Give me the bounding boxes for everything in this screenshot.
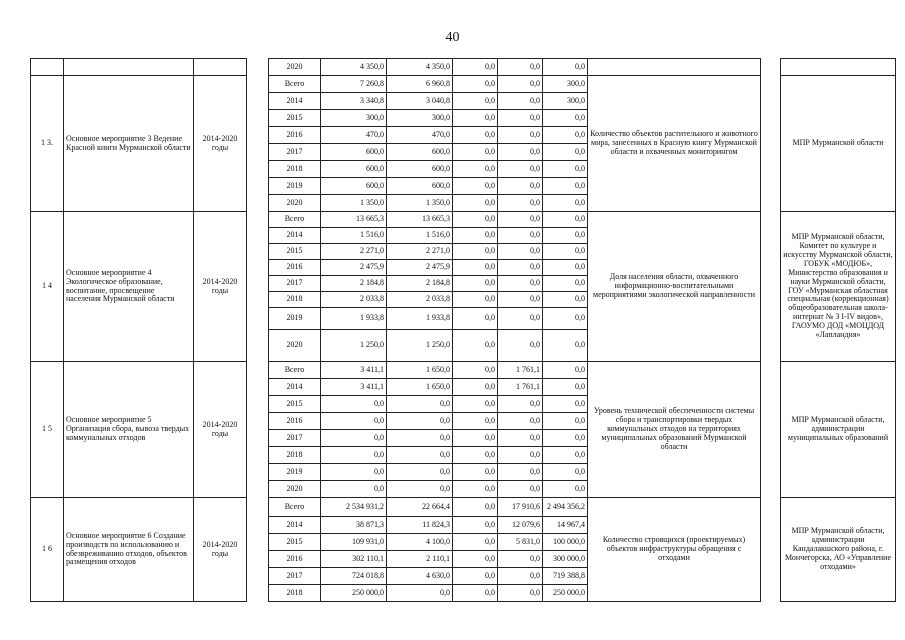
value-cell: 0,0 [453, 127, 498, 144]
year-cell: 2015 [269, 534, 321, 551]
year-cell: 2020 [269, 59, 321, 76]
value-cell: 2 271,0 [321, 244, 387, 260]
value-cell: 2 033,8 [321, 292, 387, 308]
value-cell: 0,0 [453, 212, 498, 228]
value-cell: 600,0 [387, 178, 453, 195]
table-row [31, 498, 896, 517]
value-cell: 300 000,0 [543, 551, 588, 568]
value-cell: 3 040,8 [387, 93, 453, 110]
value-cell: 0,0 [498, 396, 543, 413]
value-cell: 0,0 [453, 292, 498, 308]
value-cell: 1 250,0 [387, 330, 453, 362]
value-cell: 17 910,6 [498, 498, 543, 517]
value-cell: 0,0 [321, 396, 387, 413]
value-cell: 7 260,8 [321, 76, 387, 93]
value-cell: 0,0 [321, 413, 387, 430]
value-cell: 0,0 [453, 276, 498, 292]
value-cell: 0,0 [453, 396, 498, 413]
value-cell: 0,0 [453, 110, 498, 127]
year-cell: 2018 [269, 161, 321, 178]
value-cell: 1 933,8 [321, 308, 387, 330]
program-table [30, 58, 896, 602]
indicator-cell: Количество строящихся (проектируемых) объектов инфраструктуры обращения с отходами [588, 498, 761, 602]
value-cell: 4 350,0 [387, 59, 453, 76]
value-cell: 2 494 356,2 [543, 498, 588, 517]
spacer-cell [247, 498, 269, 602]
value-cell: 0,0 [453, 447, 498, 464]
value-cell: 12 079,6 [498, 517, 543, 534]
value-cell: 0,0 [453, 379, 498, 396]
year-cell: 2017 [269, 568, 321, 585]
value-cell: 2 475,9 [321, 260, 387, 276]
value-cell: 0,0 [387, 430, 453, 447]
value-cell: 600,0 [321, 144, 387, 161]
section-number: 1 6 [31, 498, 64, 602]
value-cell: 0,0 [543, 379, 588, 396]
value-cell: 0,0 [498, 228, 543, 244]
value-cell: 1 516,0 [321, 228, 387, 244]
year-cell: Всего [269, 212, 321, 228]
year-cell: 2016 [269, 551, 321, 568]
value-cell: 0,0 [498, 260, 543, 276]
year-cell: 2014 [269, 228, 321, 244]
indicator-cell: Доля населения области, охваченного информационно-воспитательными мероприятиями экологической направленности [588, 212, 761, 362]
value-cell: 0,0 [543, 212, 588, 228]
value-cell: 0,0 [543, 178, 588, 195]
spacer-cell [247, 212, 269, 362]
empty-cell [64, 59, 194, 76]
year-cell: 2014 [269, 93, 321, 110]
value-cell: 0,0 [453, 498, 498, 517]
year-cell: 2020 [269, 195, 321, 212]
value-cell: 2 033,8 [387, 292, 453, 308]
value-cell: 0,0 [453, 178, 498, 195]
value-cell: 4 630,0 [387, 568, 453, 585]
value-cell: 0,0 [453, 144, 498, 161]
spacer-cell [761, 76, 781, 212]
year-cell: 2016 [269, 127, 321, 144]
value-cell: 0,0 [498, 144, 543, 161]
value-cell: 0,0 [498, 330, 543, 362]
year-cell: 2016 [269, 413, 321, 430]
year-cell: 2015 [269, 244, 321, 260]
period-cell: 2014-2020 годы [194, 76, 247, 212]
section-number: 1 4 [31, 212, 64, 362]
year-cell: 2019 [269, 308, 321, 330]
value-cell: 0,0 [543, 161, 588, 178]
value-cell: 0,0 [498, 59, 543, 76]
value-cell: 1 250,0 [321, 330, 387, 362]
empty-cell [31, 59, 64, 76]
value-cell: 724 018,8 [321, 568, 387, 585]
table-row [31, 212, 896, 228]
value-cell: 0,0 [498, 413, 543, 430]
value-cell: 0,0 [453, 413, 498, 430]
value-cell: 0,0 [543, 464, 588, 481]
value-cell: 250 000,0 [543, 585, 588, 602]
empty-cell [194, 59, 247, 76]
value-cell: 11 824,3 [387, 517, 453, 534]
value-cell: 0,0 [453, 585, 498, 602]
activity-name: Основное мероприятие 5 Организация сбора, вывоза твердых коммунальных отходов [64, 362, 194, 498]
value-cell: 300,0 [321, 110, 387, 127]
year-cell: 2017 [269, 276, 321, 292]
spacer-cell [761, 59, 781, 76]
year-cell: Всего [269, 362, 321, 379]
value-cell: 600,0 [321, 161, 387, 178]
value-cell: 0,0 [543, 276, 588, 292]
value-cell: 719 388,8 [543, 568, 588, 585]
value-cell: 38 871,3 [321, 517, 387, 534]
value-cell: 0,0 [453, 517, 498, 534]
year-cell: 2015 [269, 396, 321, 413]
value-cell: 0,0 [498, 430, 543, 447]
value-cell: 2 110,1 [387, 551, 453, 568]
value-cell: 4 350,0 [321, 59, 387, 76]
value-cell: 0,0 [498, 161, 543, 178]
indicator-cell: Уровень технической обеспеченности системы сбора и транспортировки твердых коммунальных отходов на территориях муниципальных образований Мурманской области [588, 362, 761, 498]
value-cell: 0,0 [498, 93, 543, 110]
value-cell: 0,0 [453, 195, 498, 212]
value-cell: 0,0 [453, 481, 498, 498]
value-cell: 4 100,0 [387, 534, 453, 551]
year-cell: 2016 [269, 260, 321, 276]
value-cell: 5 831,0 [498, 534, 543, 551]
value-cell: 0,0 [498, 127, 543, 144]
value-cell: 300,0 [543, 93, 588, 110]
year-cell: 2019 [269, 464, 321, 481]
value-cell: 0,0 [387, 447, 453, 464]
value-cell: 0,0 [387, 413, 453, 430]
spacer-cell [761, 212, 781, 362]
value-cell: 13 665,3 [321, 212, 387, 228]
table-row [31, 59, 896, 76]
value-cell: 109 931,0 [321, 534, 387, 551]
empty-cell [588, 59, 761, 76]
value-cell: 0,0 [498, 551, 543, 568]
spacer-cell [761, 362, 781, 498]
year-cell: Всего [269, 498, 321, 517]
year-cell: 2014 [269, 379, 321, 396]
value-cell: 0,0 [498, 212, 543, 228]
value-cell: 0,0 [321, 481, 387, 498]
value-cell: 470,0 [387, 127, 453, 144]
value-cell: 1 350,0 [387, 195, 453, 212]
value-cell: 0,0 [498, 568, 543, 585]
year-cell: 2015 [269, 110, 321, 127]
executor-cell: МПР Мурманской области [781, 76, 896, 212]
value-cell: 0,0 [543, 59, 588, 76]
value-cell: 0,0 [453, 260, 498, 276]
value-cell: 0,0 [387, 464, 453, 481]
table-row [31, 76, 896, 93]
section-number: 1 5 [31, 362, 64, 498]
value-cell: 300,0 [387, 110, 453, 127]
year-cell: 2018 [269, 447, 321, 464]
executor-cell: МПР Мурманской области, Комитет по культуре и искусству Мурманской области, ГОБУК «МОДЮБ», Министерство образования и науки Мурманской области, ГОУ «Мурманская областная специальная (коррекционная) общеобразовательная школа-интернат № 3 I-IV видов», ГАОУМО ДОД «МОЦДОД «Лапландия» [781, 212, 896, 362]
value-cell: 0,0 [453, 161, 498, 178]
value-cell: 0,0 [498, 464, 543, 481]
spacer-cell [247, 59, 269, 76]
value-cell: 0,0 [453, 93, 498, 110]
value-cell: 0,0 [543, 447, 588, 464]
value-cell: 1 516,0 [387, 228, 453, 244]
spacer-cell [247, 76, 269, 212]
value-cell: 0,0 [453, 464, 498, 481]
activity-name: Основное мероприятие 3 Ведение Красной книги Мурманской области [64, 76, 194, 212]
value-cell: 250 000,0 [321, 585, 387, 602]
value-cell: 1 350,0 [321, 195, 387, 212]
value-cell: 3 411,1 [321, 379, 387, 396]
value-cell: 0,0 [498, 76, 543, 93]
value-cell: 300,0 [543, 76, 588, 93]
value-cell: 3 340,8 [321, 93, 387, 110]
value-cell: 0,0 [543, 396, 588, 413]
value-cell: 0,0 [453, 308, 498, 330]
value-cell: 0,0 [453, 551, 498, 568]
value-cell: 1 650,0 [387, 362, 453, 379]
value-cell: 0,0 [453, 59, 498, 76]
value-cell: 1 933,8 [387, 308, 453, 330]
year-cell: 2018 [269, 292, 321, 308]
value-cell: 0,0 [387, 396, 453, 413]
value-cell: 302 110,1 [321, 551, 387, 568]
value-cell: 0,0 [453, 362, 498, 379]
value-cell: 0,0 [453, 534, 498, 551]
value-cell: 0,0 [543, 292, 588, 308]
period-cell: 2014-2020 годы [194, 212, 247, 362]
value-cell: 2 184,8 [387, 276, 453, 292]
year-cell: 2018 [269, 585, 321, 602]
value-cell: 1 650,0 [387, 379, 453, 396]
value-cell: 0,0 [387, 481, 453, 498]
value-cell: 0,0 [543, 481, 588, 498]
value-cell: 0,0 [498, 110, 543, 127]
value-cell: 1 761,1 [498, 362, 543, 379]
value-cell: 0,0 [387, 585, 453, 602]
value-cell: 0,0 [543, 127, 588, 144]
activity-name: Основное мероприятие 4 Экологическое образование, воспитание, просвещение населения Мурманской области [64, 212, 194, 362]
value-cell: 0,0 [498, 481, 543, 498]
year-cell: 2017 [269, 430, 321, 447]
value-cell: 0,0 [498, 308, 543, 330]
value-cell: 0,0 [321, 447, 387, 464]
value-cell: 0,0 [543, 330, 588, 362]
value-cell: 600,0 [387, 144, 453, 161]
year-cell: 2020 [269, 481, 321, 498]
value-cell: 0,0 [321, 464, 387, 481]
activity-name: Основное мероприятие 6 Создание производств по использованию и обезвреживанию отходов, объектов размещения отходов [64, 498, 194, 602]
value-cell: 0,0 [543, 228, 588, 244]
value-cell: 0,0 [453, 244, 498, 260]
year-cell: Всего [269, 76, 321, 93]
value-cell: 0,0 [498, 447, 543, 464]
empty-cell [781, 59, 896, 76]
value-cell: 0,0 [543, 362, 588, 379]
value-cell: 0,0 [543, 144, 588, 161]
value-cell: 0,0 [498, 195, 543, 212]
year-cell: 2017 [269, 144, 321, 161]
value-cell: 0,0 [543, 413, 588, 430]
year-cell: 2019 [269, 178, 321, 195]
value-cell: 0,0 [453, 76, 498, 93]
executor-cell: МПР Мурманской области, администрации муниципальных образований [781, 362, 896, 498]
section-number: 1 3. [31, 76, 64, 212]
value-cell: 0,0 [453, 330, 498, 362]
value-cell: 100 000,0 [543, 534, 588, 551]
table-row [31, 362, 896, 379]
value-cell: 0,0 [453, 568, 498, 585]
value-cell: 0,0 [321, 430, 387, 447]
value-cell: 0,0 [543, 260, 588, 276]
year-cell: 2020 [269, 330, 321, 362]
value-cell: 3 411,1 [321, 362, 387, 379]
executor-cell: МПР Мурманской области, администрации Кандалакшского района, г. Мончегорска, АО «Управление отходами» [781, 498, 896, 602]
value-cell: 13 665,3 [387, 212, 453, 228]
value-cell: 0,0 [543, 308, 588, 330]
spacer-cell [247, 362, 269, 498]
period-cell: 2014-2020 годы [194, 362, 247, 498]
value-cell: 0,0 [453, 430, 498, 447]
value-cell: 0,0 [543, 430, 588, 447]
value-cell: 0,0 [543, 244, 588, 260]
value-cell: 2 271,0 [387, 244, 453, 260]
value-cell: 600,0 [387, 161, 453, 178]
value-cell: 0,0 [498, 178, 543, 195]
year-cell: 2014 [269, 517, 321, 534]
value-cell: 0,0 [498, 292, 543, 308]
value-cell: 2 534 931,2 [321, 498, 387, 517]
value-cell: 2 475,9 [387, 260, 453, 276]
spacer-cell [761, 498, 781, 602]
value-cell: 1 761,1 [498, 379, 543, 396]
value-cell: 0,0 [453, 228, 498, 244]
value-cell: 0,0 [498, 244, 543, 260]
value-cell: 6 960,8 [387, 76, 453, 93]
value-cell: 0,0 [543, 110, 588, 127]
value-cell: 0,0 [498, 276, 543, 292]
value-cell: 22 664,4 [387, 498, 453, 517]
value-cell: 0,0 [498, 585, 543, 602]
value-cell: 2 184,8 [321, 276, 387, 292]
value-cell: 0,0 [543, 195, 588, 212]
page-number: 40 [445, 30, 460, 45]
value-cell: 600,0 [321, 178, 387, 195]
period-cell: 2014-2020 годы [194, 498, 247, 602]
value-cell: 14 967,4 [543, 517, 588, 534]
indicator-cell: Количество объектов растительного и животного мира, занесенных в Красную книгу Мурманской области и охваченных мониторингом [588, 76, 761, 212]
value-cell: 470,0 [321, 127, 387, 144]
